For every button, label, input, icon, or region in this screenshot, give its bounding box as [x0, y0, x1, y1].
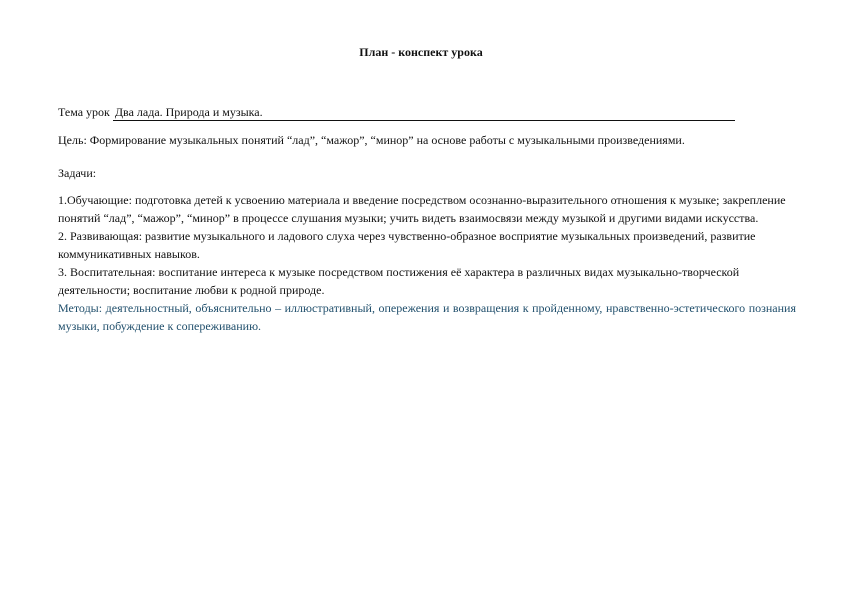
lesson-methods: Методы: деятельностный, объяснительно – иллюстративный, опережения и возвращения к пройденному, нравственно-эстетического познания музыки, побуждение к сопереживанию. — [58, 301, 796, 333]
tasks-list — [58, 191, 796, 335]
lesson-topic — [58, 103, 796, 122]
topic-value: Два лада. Природа и музыка. — [113, 105, 735, 121]
tasks-heading: Задачи: — [58, 166, 97, 180]
task-developing: 2. Развивающая: развитие музыкального и ладового слуха через чувственно-образное восприятие музыкальных произведений, развитие коммуникативных навыков. — [58, 229, 756, 261]
task-teaching: 1.Обучающие: подготовка детей к усвоению материала и введение посредством осознанно-выразительного отношения к музыке; закрепление понятий “лад”, “мажор”, “минор” в процессе слушания музыки; учить видеть взаимосвязи между музыкой и другими видами искусства. — [58, 193, 786, 225]
page-title: План - конспект урока — [359, 45, 483, 59]
lesson-goal: Цель: Формирование музыкальных понятий “лад”, “мажор”, “минор” на основе работы с музыкальными произведениями. — [58, 133, 685, 147]
task-upbringing: 3. Воспитательная: воспитание интереса к музыке посредством постижения её характера в различных видах музыкально-творческой деятельности; воспитание любви к родной природе. — [58, 265, 740, 297]
topic-label: Тема урок — [58, 105, 110, 119]
